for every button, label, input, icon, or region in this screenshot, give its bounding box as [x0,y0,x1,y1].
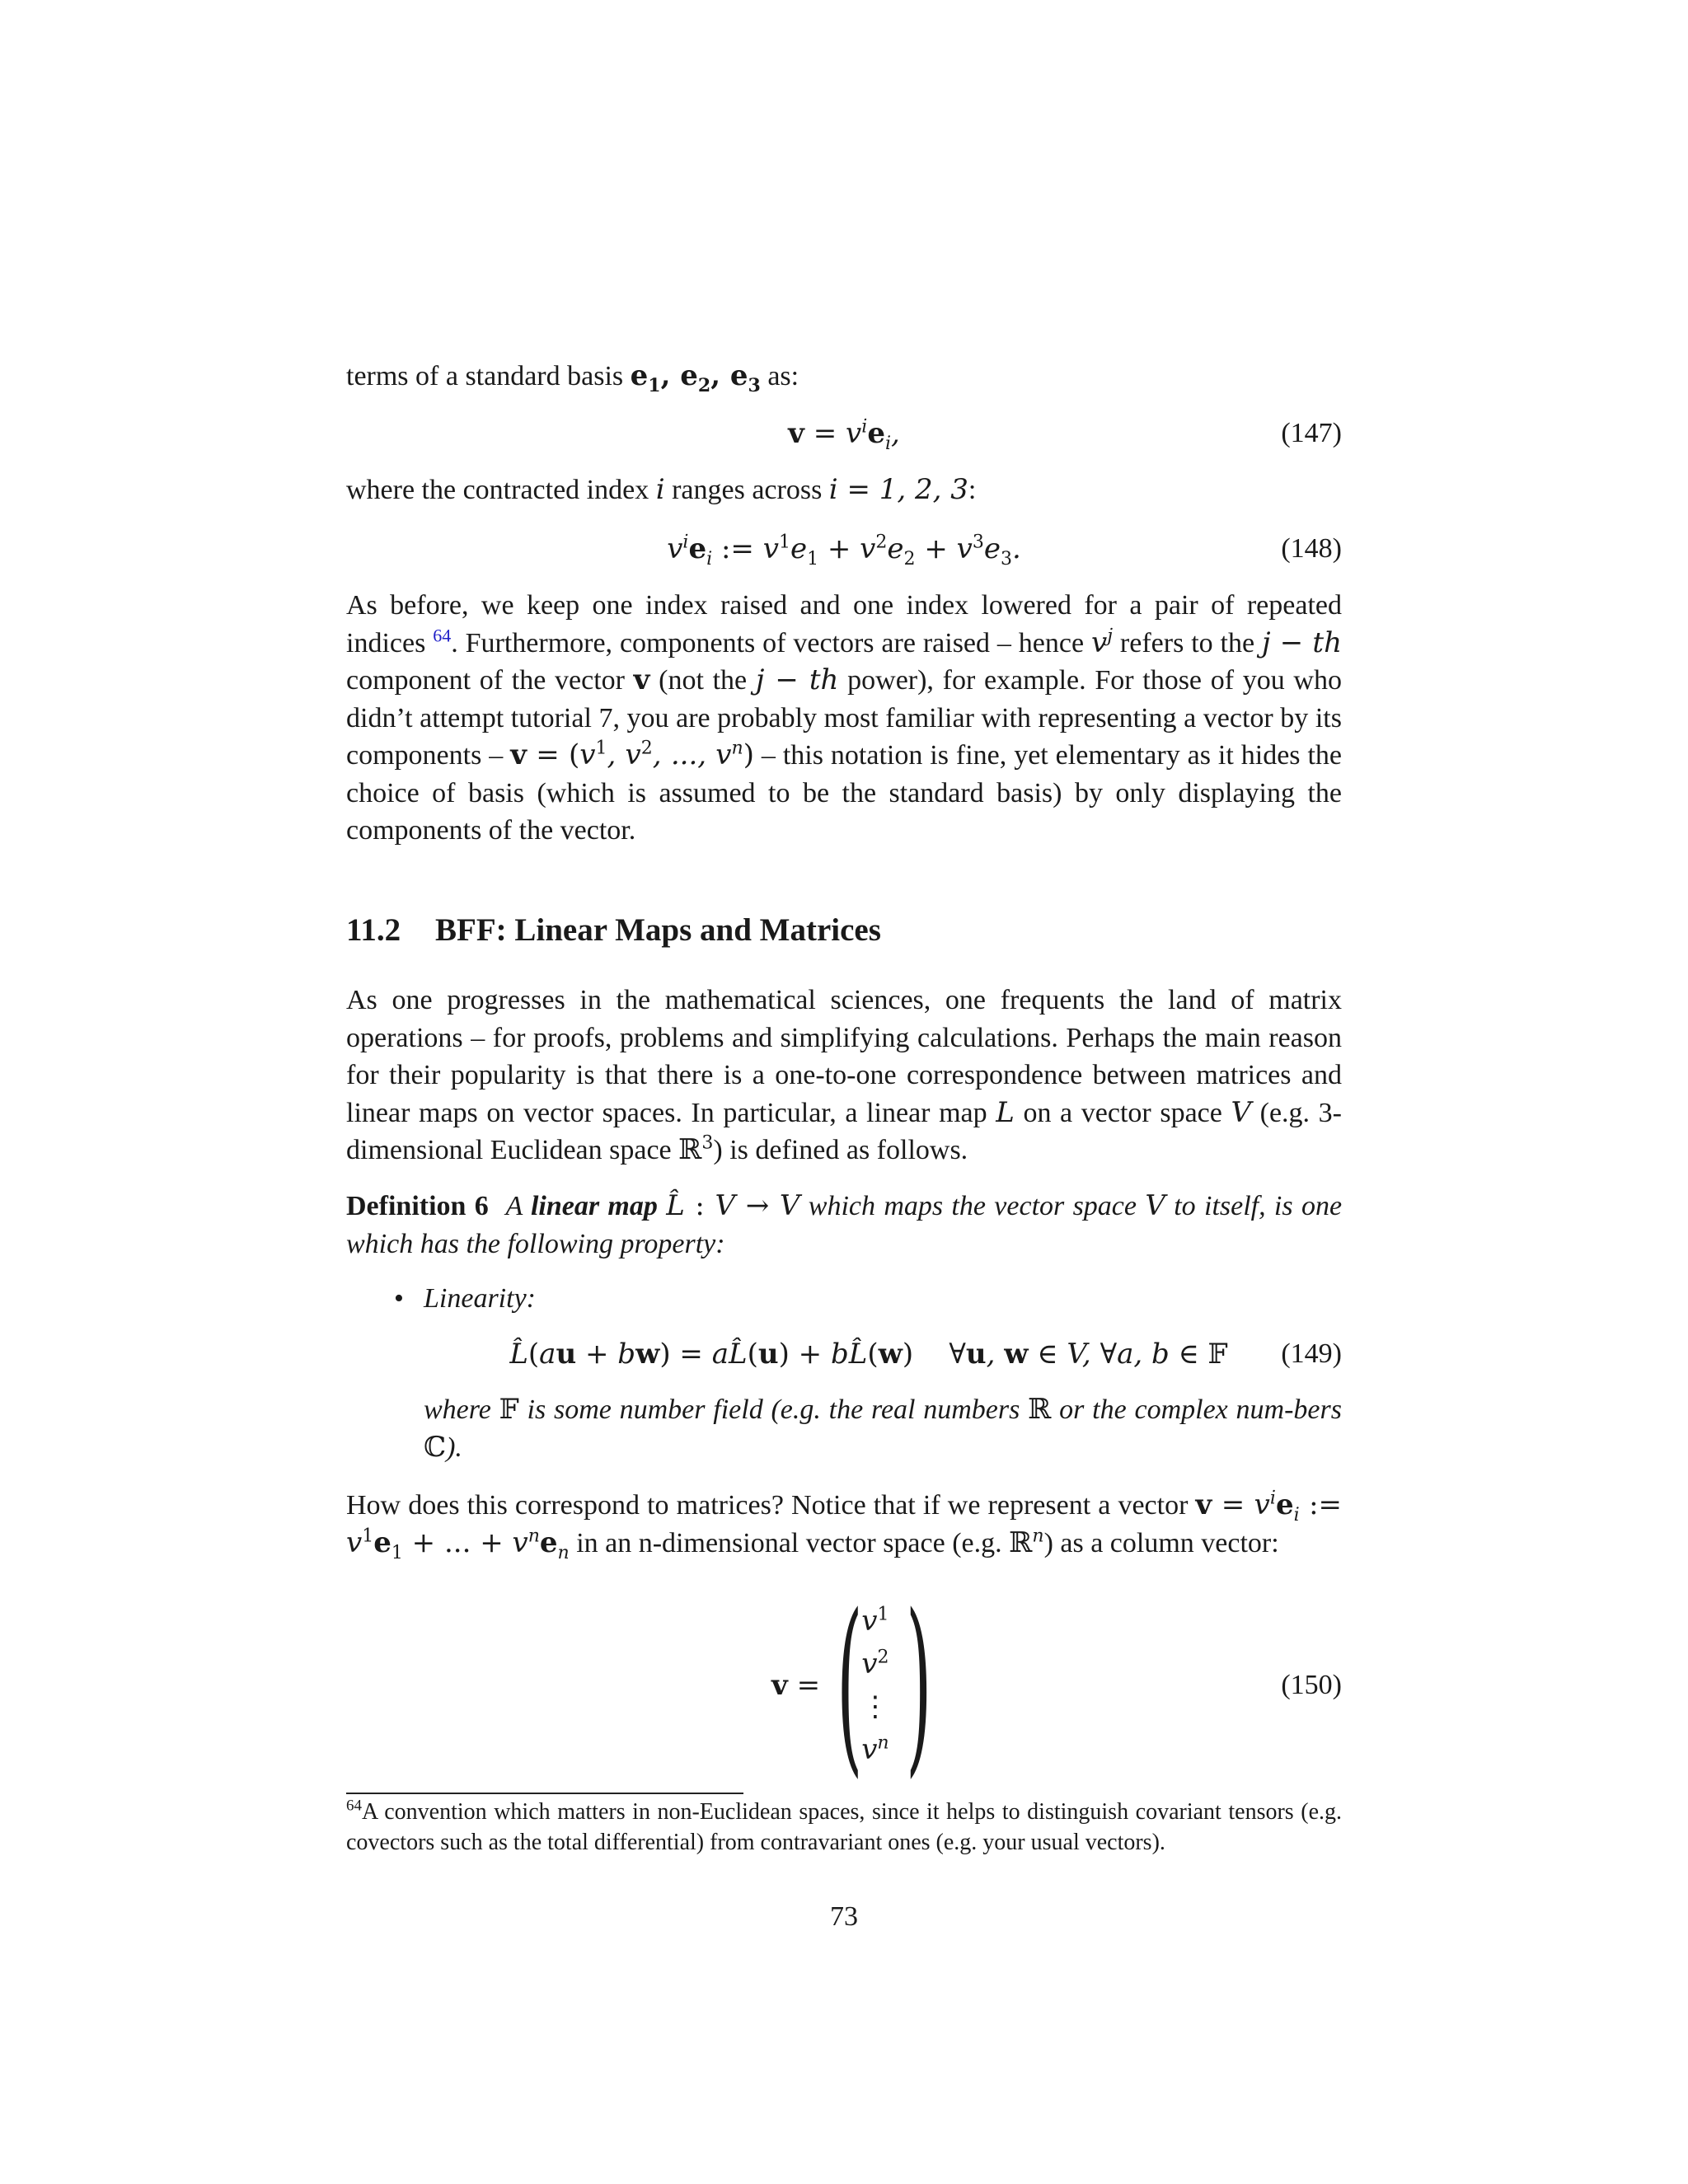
equation-149-number: (149) [1281,1338,1342,1369]
raised-text-2: . Furthermore, components of vectors are raised – hence [451,627,1091,658]
matrices-paragraph: How does this correspond to matrices? Notice that if we represent a vector $v = v^ie_i$ := $v^1e_1$ + ... + $v^ne_n$ in an n-dimensional vector space (e.g. ℝ$^n$) as a column vector: [346,1488,1343,1563]
field-text-2: is some number field (e.g. the real numbers [518,1394,1029,1425]
raised-text-7: – this notation is fine, yet elementary as it hides the choice of basis (which is assumed to be the standard basis) by only displaying the components of the vector. [346,740,1343,846]
right-paren: ) [905,1575,932,1795]
intro-text-post: as: [760,361,799,391]
equation-150-number: (150) [1281,1670,1342,1700]
field-text-4: ). [446,1432,462,1463]
definition-text-b: which maps the vector space [799,1191,1146,1221]
definition-6: Definition 6 A linear map L̂ : V → V which maps the vector space V to itself, is one which has the following property: [346,1189,1343,1259]
footnote-64 [346,1797,1342,1858]
linearity-bullet [394,1280,536,1318]
definition-term: linear map [530,1191,658,1221]
raised-text-5: (not the [649,665,756,696]
section-heading [346,910,881,951]
maps-text-2: on a vector space [1014,1097,1231,1128]
equation-149-body: L̂(au + bw) = aL̂(u) + bL̂(w) ∀u, w ∈ V, ∀a, b ∈ 𝔽 [509,1338,1228,1371]
section-number: 11.2 [346,912,401,948]
footnote-mark: 64 [346,1797,362,1815]
definition-text-a: A [505,1191,531,1221]
index-paragraph [346,471,1342,509]
index-text-pre: where the contracted index [346,475,656,505]
intro-text-pre: terms of a standard basis [346,361,631,391]
index-text-mid: ranges across [664,475,829,505]
equation-147 [346,409,1342,458]
matrices-text-2: in an n-dimensional vector space (e.g. [569,1527,1010,1558]
intro-paragraph [346,358,1342,396]
matrices-text-1: How does this correspond to matrices? Notice that if we represent a vector [346,1490,1196,1521]
footnote-rule [346,1793,743,1794]
equation-147-body: $v = v^ie_i$, [788,416,900,454]
equation-148 [346,524,1342,574]
index-range: i = 1, 2, 3 [828,473,968,506]
bullet-label: Linearity: [424,1283,536,1314]
linear-maps-paragraph: As one progresses in the mathematical sciences, one frequents the land of matrix operations – for proofs, problems and simplifying calculations. Perhaps the main reason for their popularity is that there is a one-to-one correspondence between matrices and linear maps on vector spaces. In particular, a linear map L on a vector space V (e.g. 3-dimensional Euclidean space ℝ$^3$) is defined as follows. [346,985,1342,1166]
raised-text-6: power), for example. For those of you who didn’t attempt tutorial 7, you are probably most familiar with representing a vector by its components – [346,665,1342,771]
index-text-post: : [968,475,977,505]
left-paren: ( [836,1575,863,1795]
footnote-text: A convention which matters in non-Euclidean spaces, since it helps to distinguish covariant tensors (e.g. covectors such as the total differential) from contravariant ones (e.g. your usual vectors). [346,1799,1342,1855]
raised-text-3: refers to the [1113,627,1262,658]
definition-label: Definition 6 [346,1191,489,1221]
equation-148-number: (148) [1281,533,1342,564]
equation-149 [346,1329,1342,1379]
column-vector: v = ( $v^1$ $v^2$ ⋮ $v^n$ ) [771,1575,932,1795]
definition-text-c: to itself, is one which has the following property: [346,1191,1343,1259]
maps-text-4: ) is defined as follows. [713,1135,968,1165]
index-var: i [655,473,665,506]
matrices-text-3: ) as a column vector: [1043,1527,1279,1558]
maps-text-3: (e.g. 3-dimensional Euclidean space [346,1097,1342,1165]
page-number: 73 [830,1901,858,1932]
raised-text-4: component of the vector [346,665,634,696]
footnote-ref-64[interactable]: 64 [433,625,452,646]
index-convention-paragraph: As before, we keep one index raised and one index lowered for a pair of repeated indices $^{64}$. Furthermore, components of vectors are raised – hence $v^j$ refers to the j − th component of the vector v (not the j − th power), for example. For those of you who didn’t attempt tutorial 7, you are probably most familiar with representing a vector by its components – $v = (v^1$, $v^2$, ..., $v^n$) – this notation is fine, yet elementary as it hides the choice of basis (which is assumed to be the standard basis) by only displaying the components of the vector. [346,590,1343,846]
equation-147-number: (147) [1281,418,1342,448]
number-field-note: where 𝔽 is some number field (e.g. the real numbers ℝ or the complex num-bers ℂ). [424,1394,1342,1463]
equation-148-body: $v^ie_i$ := $v^1e_1 + v^2e_2 + v^3e_3$. [667,532,1021,569]
raised-text-1: As before, we keep one index raised and one index lowered for a pair of repeated indices [346,590,1342,658]
equation-150 [0,1575,1688,1795]
bullet-marker: • [394,1283,404,1314]
vector-components: $v^1$ $v^2$ ⋮ $v^n$ [860,1604,889,1766]
field-text-1: where [424,1394,499,1425]
section-title: BFF: Linear Maps and Matrices [435,912,881,948]
basis-vectors: $e_1$, $e_2$, $e_3$ [630,359,761,396]
field-text-3: or the complex num-bers [1051,1394,1342,1425]
maps-text-1: As one progresses in the mathematical sciences, one frequents the land of matrix operations – for proofs, problems and simplifying calculations. Perhaps the main reason for their popularity is that there is a one-to-one correspondence between matrices and linear maps on vector spaces. In particular, a linear map [346,985,1342,1128]
